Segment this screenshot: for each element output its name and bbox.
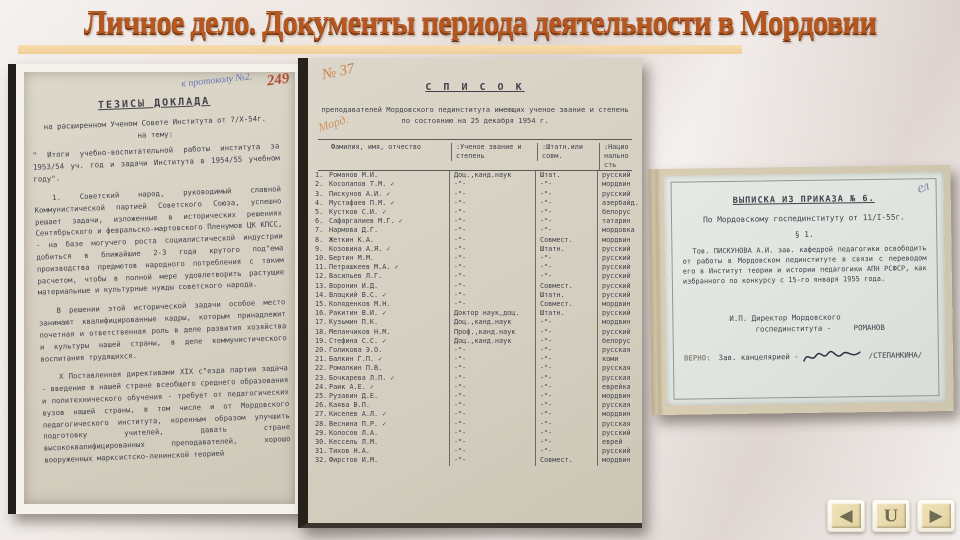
theses-paragraph: X Поставленная директивами XIX с"езда партии задача - введение в нашей стране всеобщего среднего образования и политехнического обучения - требует от педагогических вузов нашей страны, в том числе и от Мордовского педагогического института, коренным образом улучшить подготовку учителей, давать стране высококвалифицированных преподавателей, хорошо вооруженных марксистско-ленинской теорией	[41, 363, 291, 465]
table-cell: Балкин Г.П. ✓	[329, 355, 383, 364]
table-cell: -"-	[449, 190, 535, 199]
table-cell: -"-	[535, 410, 597, 419]
table-cell: -"-	[535, 272, 597, 281]
table-cell: Доц.,канд.наук	[449, 171, 535, 180]
table-cell: азербайд.	[597, 199, 639, 208]
table-cell: еврейка	[597, 383, 632, 392]
sign-role-line2: госпединститута -	[755, 323, 832, 334]
return-button[interactable]	[872, 499, 910, 532]
table-cell: еврей	[597, 438, 632, 447]
column-header: Фамилия, имя, отчество	[331, 142, 422, 151]
table-cell: -"-	[449, 456, 535, 465]
table-cell: -"-	[449, 263, 535, 272]
table-cell: Ромалкин П.В.	[329, 364, 383, 373]
table-cell: 12.	[315, 272, 328, 281]
table-cell: -"-	[449, 410, 535, 419]
table-cell: -"-	[449, 429, 535, 438]
table-cell: русская	[597, 420, 632, 429]
table-cell: 11.	[315, 263, 328, 272]
clerk-label: Зав. канцелярией -	[718, 352, 799, 363]
list-subtitle: преподавателей Мордовского пединститута имеющих ученое звание и степень по состоянию на 25 декабря 1954 г.	[321, 105, 629, 125]
table-cell: Штат.	[535, 171, 597, 180]
table-row	[315, 373, 632, 383]
table-row	[315, 226, 635, 235]
table-row	[315, 419, 632, 429]
table-row	[315, 180, 632, 189]
table-cell: Голикова Э.О.	[329, 345, 383, 354]
theses-quote: " Итоги учебно-воспитательной работы института за 1953/54 уч. год и задачи Института в 1954/55 учебном году".	[32, 141, 280, 184]
table-cell: 16.	[315, 309, 328, 318]
table-row	[315, 364, 632, 373]
table-cell: русский	[597, 254, 632, 263]
theses-heading-lines	[31, 112, 279, 146]
table-cell: -"-	[535, 420, 597, 429]
table-cell: -"-	[535, 254, 597, 263]
table-cell: русский	[597, 291, 632, 300]
table-cell: -"-	[535, 328, 597, 337]
table-cell: -"-	[449, 300, 535, 309]
table-cell: Тихов Н.А.	[329, 447, 370, 456]
table-cell: Кузьмин П.К.	[329, 318, 379, 327]
table-cell: -"-	[535, 374, 597, 383]
table-cell: Ракитин В.И. ✓	[329, 309, 387, 318]
document-theses-photo	[8, 64, 302, 514]
table-cell: 15.	[315, 299, 328, 308]
document-list-photo	[298, 58, 642, 528]
table-cell: Доц.,канд.наук	[449, 318, 535, 327]
table-cell: Фирстов И.М.	[329, 456, 379, 465]
theses-paper	[24, 72, 295, 504]
verno-stamp: ВЕРНО:	[683, 353, 711, 363]
table-cell: -"-	[449, 226, 535, 235]
table-cell: мордовка	[597, 226, 635, 235]
table-cell: Петрашкеев М.А. ✓	[329, 263, 399, 272]
table-cell: русский	[597, 282, 632, 291]
table-cell: Веснина П.Р. ✓	[329, 419, 387, 428]
table-cell: Коляденков М.Н.	[329, 299, 391, 308]
table-row	[315, 207, 632, 217]
pen-mark: ел	[915, 178, 932, 197]
table-cell: Рузавин Д.Е.	[329, 391, 379, 400]
handwritten-page-number: 249	[265, 70, 290, 90]
table-cell: Кессель Л.М.	[329, 438, 379, 446]
table-cell: -"-	[449, 282, 535, 291]
column-header: :Штатн.или совм.	[537, 143, 599, 161]
clerk-name: /СТЕПАНКИНА/	[868, 350, 923, 361]
table-cell: 29.	[315, 428, 328, 437]
table-cell: -"-	[449, 208, 535, 217]
table-row	[315, 382, 632, 392]
table-row	[315, 336, 632, 346]
table-cell: Васильев Л.Г.	[329, 272, 383, 281]
table-row	[315, 272, 632, 281]
table-cell: 20.	[315, 345, 328, 354]
table-cell: Доц.,канд.наук	[449, 337, 535, 346]
column-header: :Национальность	[599, 143, 632, 171]
table-cell: 21.	[315, 355, 328, 364]
forward-button[interactable]	[917, 499, 955, 532]
order-section: § 1.	[794, 229, 814, 240]
back-arrow-icon: ◀	[839, 506, 853, 525]
list-table	[315, 139, 639, 466]
table-cell: Киселев А.Л. ✓	[329, 410, 387, 419]
table-cell: 31.	[315, 447, 328, 456]
table-cell: -"-	[449, 364, 535, 373]
order-signature-block	[683, 310, 927, 336]
table-cell: 27.	[315, 410, 328, 419]
table-row	[315, 327, 632, 337]
table-row	[315, 253, 632, 263]
table-cell: Кустков С.И. ✓	[329, 207, 387, 216]
table-cell: -"-	[449, 355, 535, 364]
table-row	[315, 410, 632, 419]
order-paper	[663, 172, 946, 406]
table-cell: мордвин	[597, 180, 632, 189]
theses-title: ТЕЗИСЫ ДОКЛАДА	[97, 95, 211, 112]
table-cell: -"-	[449, 291, 535, 300]
table-cell: -"-	[535, 364, 597, 373]
table-cell: 18.	[315, 327, 328, 336]
table-cell: -"-	[449, 420, 535, 429]
order-subtitle: По Мордовскому госпединституту от 11/I-55г.	[703, 212, 905, 225]
table-cell: Проф.,канд.наук	[449, 328, 535, 337]
table-cell: Бертин М.М.	[329, 253, 375, 262]
table-cell: Бочкарева Л.П. ✓	[329, 373, 395, 382]
table-cell: -"-	[535, 199, 597, 208]
table-cell: Каява В.П.	[329, 401, 370, 410]
table-cell: -"-	[449, 217, 535, 226]
table-cell: Воронин И.Д.	[329, 281, 379, 290]
table-cell: 5.	[315, 207, 324, 216]
table-cell: -"-	[449, 447, 535, 456]
table-cell: русский	[597, 190, 632, 199]
theses-heading-line: на тему:	[137, 129, 174, 140]
table-row	[315, 447, 632, 456]
table-cell: русская	[597, 401, 632, 410]
table-cell: -"-	[449, 180, 535, 189]
table-cell: 17.	[315, 318, 328, 327]
table-cell: белорус	[597, 208, 632, 217]
table-cell: -"-	[449, 374, 535, 383]
table-row	[315, 281, 632, 291]
table-cell: Романов М.И.	[329, 171, 379, 180]
table-row	[315, 428, 632, 438]
table-cell: -"-	[535, 180, 597, 189]
table-cell: русский	[597, 328, 632, 337]
table-cell: -"-	[535, 429, 597, 438]
signature-scribble	[801, 347, 863, 366]
table-cell: -"-	[535, 438, 597, 447]
table-cell: 23.	[315, 373, 328, 382]
forward-arrow-icon: ▶	[929, 506, 943, 525]
table-cell: -"-	[449, 383, 535, 392]
table-row	[315, 198, 639, 208]
table-cell: -"-	[449, 401, 535, 410]
table-row	[315, 309, 632, 318]
table-cell: 25.	[315, 391, 328, 400]
table-cell: -"-	[535, 263, 597, 272]
table-cell: Пискунов А.И. ✓	[329, 189, 391, 198]
table-cell: 19.	[315, 336, 328, 345]
list-title: С П И С О К	[425, 82, 525, 93]
table-row	[315, 217, 632, 226]
archival-scribble: № 37	[320, 60, 357, 84]
table-cell: Нармова Д.Г.	[329, 226, 379, 235]
table-cell: Меланчиков Н.М.	[329, 327, 391, 336]
uturn-return-icon: U	[883, 505, 899, 526]
list-table-body	[315, 171, 639, 466]
table-cell: Козовина А.Я. ✓	[329, 244, 391, 253]
table-cell: Совмест.	[535, 300, 597, 309]
table-cell: Совмест.	[535, 456, 597, 465]
table-cell: 28.	[315, 419, 328, 428]
table-row	[315, 235, 632, 245]
table-cell: мордвин	[597, 318, 632, 327]
table-cell: -"-	[449, 272, 535, 281]
table-row	[315, 244, 632, 254]
table-cell: 10.	[315, 253, 328, 262]
table-cell: -"-	[535, 217, 597, 226]
table-cell: Колосов Л.А.	[329, 428, 379, 437]
table-cell: русский	[597, 429, 632, 438]
table-cell: 6.	[315, 217, 324, 226]
table-cell: -"-	[535, 208, 597, 217]
archival-scribble-2: Морд.	[316, 111, 351, 135]
table-row	[315, 401, 632, 410]
table-cell: 3.	[315, 189, 324, 198]
list-table-header	[318, 140, 632, 172]
table-cell: русский	[597, 309, 632, 318]
table-cell: Мустафаев П.М. ✓	[329, 198, 395, 207]
table-row	[315, 456, 632, 465]
table-cell: Штатн.	[535, 245, 597, 254]
table-cell: русский	[597, 272, 632, 281]
table-cell: Штатн.	[535, 291, 597, 300]
table-cell: 8.	[315, 235, 324, 244]
table-cell: -"-	[449, 392, 535, 401]
table-cell: русский	[597, 263, 632, 272]
table-row	[315, 299, 632, 309]
table-cell: Сафаргалиев М.Г. ✓	[329, 217, 403, 226]
table-cell: Стефина С.С. ✓	[329, 336, 387, 345]
table-cell: русский	[597, 447, 632, 456]
table-cell: -"-	[535, 346, 597, 355]
table-cell: -"-	[449, 254, 535, 263]
table-cell: мордвин	[597, 410, 632, 419]
table-cell: Косолапов Т.М. ✓	[329, 180, 395, 189]
table-cell: русский	[597, 245, 632, 254]
table-row	[315, 391, 632, 401]
table-cell: русская	[597, 346, 632, 355]
table-cell: Жеткин К.А.	[329, 235, 375, 244]
order-verno-row	[684, 346, 928, 367]
table-cell: 9.	[315, 244, 324, 253]
title-underline	[18, 45, 742, 54]
table-cell: -"-	[535, 355, 597, 364]
table-cell: -"-	[449, 236, 535, 245]
handwritten-note: к протоколу №2.	[181, 71, 254, 90]
table-cell: татарин	[597, 217, 632, 226]
table-cell: -"-	[535, 337, 597, 346]
table-cell: белорус	[597, 337, 632, 346]
table-cell: -"-	[449, 438, 535, 447]
table-row	[315, 355, 632, 364]
column-header: :Ученое звание и степень	[451, 143, 537, 161]
sign-role-line1: И.П. Директор Мордовского	[729, 312, 841, 323]
back-button[interactable]	[827, 499, 865, 532]
table-row	[315, 263, 632, 272]
table-cell: -"-	[535, 383, 597, 392]
table-cell: Совмест.	[535, 236, 597, 245]
table-cell: Доктор наук,доц.	[449, 309, 535, 318]
table-cell: Совмест.	[535, 282, 597, 291]
page-title: Личное дело. Документы периода деятельности в Мордовии	[83, 2, 877, 41]
table-cell: мордвин	[597, 392, 632, 401]
table-cell: -"-	[449, 346, 535, 355]
table-cell: 7.	[315, 226, 324, 235]
table-cell: -"-	[449, 245, 535, 254]
theses-paragraphs	[34, 183, 291, 466]
table-cell: -"-	[535, 190, 597, 199]
table-row	[315, 171, 632, 180]
table-row	[315, 438, 632, 447]
table-cell: -"-	[535, 401, 597, 410]
table-cell: 26.	[315, 401, 328, 410]
table-row	[315, 189, 632, 199]
table-cell: -"-	[449, 199, 535, 208]
order-frame	[670, 178, 939, 400]
table-cell: 32.	[315, 456, 328, 465]
sign-name: РОМАНОВ	[853, 322, 885, 332]
table-row	[315, 318, 632, 327]
table-cell: 22.	[315, 364, 328, 373]
table-cell: мордвин	[597, 236, 632, 245]
table-cell: 1.	[315, 171, 324, 180]
slide-navigation	[827, 499, 955, 532]
table-cell: -"-	[535, 318, 597, 327]
table-cell: русская	[597, 374, 632, 383]
theses-paragraph: В решении этой исторической задачи особое место занимают квалифицированные кадры, которым принадлежит почетная и ответственная роль в деле развития хозяйства и культуры нашей страны, в деле коммунистического воспитания трудящихся.	[38, 297, 287, 364]
table-cell: 13.	[315, 281, 328, 290]
table-cell: русская	[597, 364, 632, 373]
table-cell: 2.	[315, 180, 324, 189]
table-cell: 4.	[315, 198, 324, 207]
table-cell: русский	[597, 171, 632, 180]
table-cell: 14.	[315, 290, 328, 299]
table-cell: мордвин	[597, 456, 632, 465]
table-cell: Раик А.Е. ✓	[329, 382, 375, 391]
theses-paragraph: 1. Советский народ, руководимый славной Коммунистической партией Советского Союза, успешно решает задачи, изложенные в исторических решениях Сентябрьского и февральско-мартовского Пленумов ЦК КПСС, - на базе могучего роста социалистической индустрии добиться в ближайшие 2-3 года крутого под"ема производства предметов народного потребления с таким расчетом, чтобы в полной мере удовлетворить растущие материальные и культурные нужды советского народа.	[34, 184, 285, 298]
table-row	[315, 290, 632, 300]
table-cell: 24.	[315, 382, 328, 391]
table-cell: 30.	[315, 438, 328, 446]
document-order-photo	[648, 165, 953, 415]
theses-heading-line: на расширенном Ученом Совете Института от 7/X-54г.	[43, 113, 267, 132]
table-cell: -"-	[535, 392, 597, 401]
table-cell: -"-	[535, 226, 597, 235]
table-cell: Влацкий В.С. ✓	[329, 290, 387, 299]
table-row	[315, 345, 632, 355]
table-cell: -"-	[535, 447, 597, 456]
table-cell: Штатн.	[535, 309, 597, 318]
order-body: Тов. ПИСКУНОВА А.И. зав. кафедрой педагогики освободить от работы в Мордовском пединституте в связи с переводом его в Институт теории и истории педагогики АПН РСФСР, как избранного по конкурсу с 15-го января 1955 года.	[682, 244, 927, 287]
table-cell: мордвин	[597, 300, 632, 309]
table-cell: коми	[597, 355, 632, 364]
order-title: ВЫПИСКА ИЗ ПРИКАЗА № 6.	[732, 193, 875, 206]
